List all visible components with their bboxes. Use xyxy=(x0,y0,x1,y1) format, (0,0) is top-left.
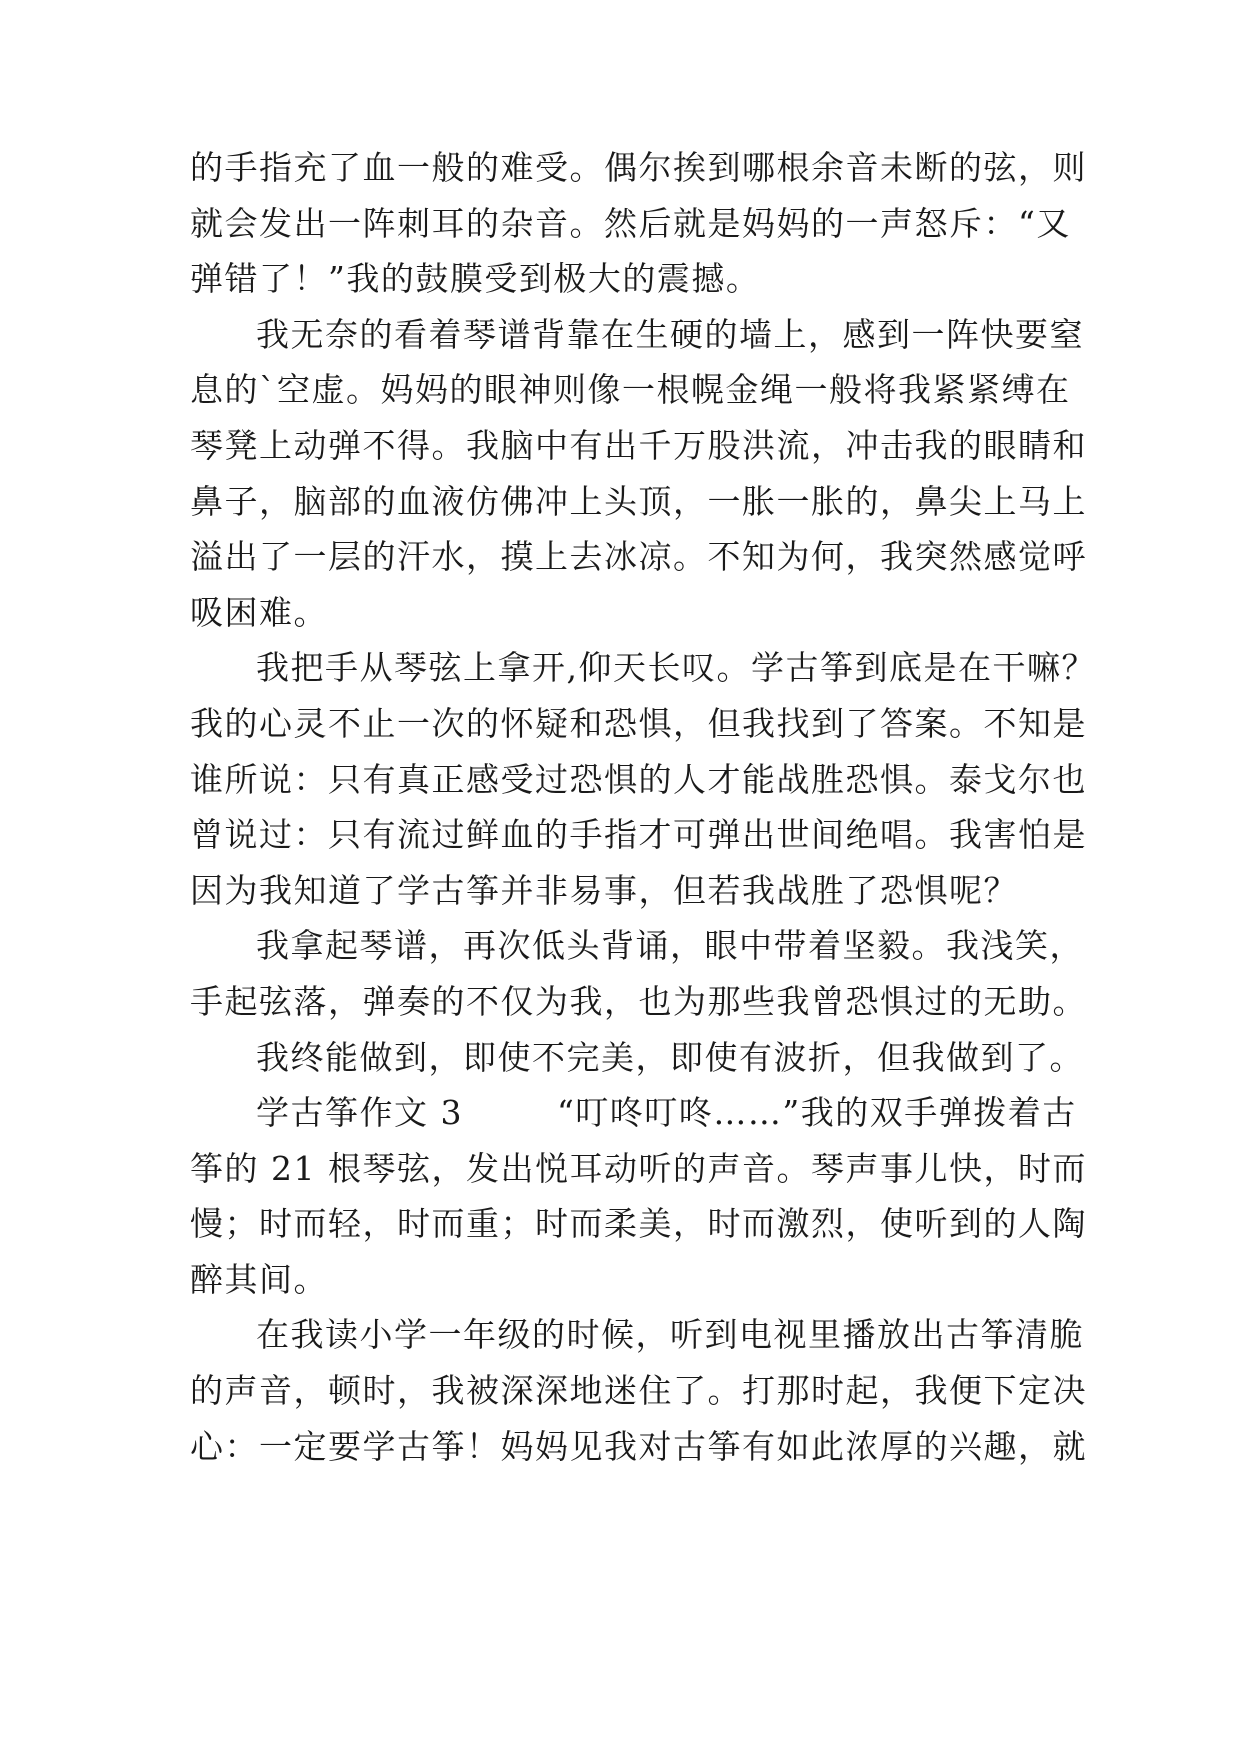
text-line: 谁所说：只有真正感受过恐惧的人才能战胜恐惧。泰戈尔也 xyxy=(190,759,1087,799)
text-line: 手起弦落，弹奏的不仅为我，也为那些我曾恐惧过的无助。 xyxy=(190,981,1087,1021)
text-line: 溢出了一层的汗水，摸上去冰凉。不知为何，我突然感觉呼 xyxy=(190,537,1087,577)
text-line: 我无奈的看着琴谱背靠在生硬的墙上，感到一阵快要窒 xyxy=(256,314,1084,354)
text-line: 因为我知道了学古筝并非易事，但若我战胜了恐惧呢？ xyxy=(190,870,1018,910)
text-line: 的手指充了血一般的难受。偶尔挨到哪根余音未断的弦，则 xyxy=(190,148,1087,187)
text-line: 鼻子，脑部的血液仿佛冲上头顶，一胀一胀的，鼻尖上马上 xyxy=(190,481,1087,521)
text-line: 筝的 21 根琴弦，发出悦耳动听的声音。琴声事儿快，时而 xyxy=(190,1148,1087,1188)
text-line: 就会发出一阵刺耳的杂音。然后就是妈妈的一声怒斥：“又 xyxy=(190,203,1071,243)
section-first-line: “叮咚叮咚……”我的双手弹拨着古 xyxy=(557,1093,1077,1133)
section-heading-line xyxy=(190,1085,1077,1141)
text-line: 弹错了！”我的鼓膜受到极大的震撼。 xyxy=(190,259,761,299)
text-line: 我拿起琴谱，再次低头背诵，眼中带着坚毅。我浅笑， xyxy=(256,926,1084,966)
text-line: 息的`空虚。妈妈的眼神则像一根幌金绳一般将我紧紧缚在 xyxy=(190,370,1071,410)
text-line: 琴凳上动弹不得。我脑中有出千万股洪流，冲击我的眼睛和 xyxy=(190,425,1087,465)
document-body xyxy=(190,140,1096,1474)
text-line: 醉其间。 xyxy=(190,1259,328,1299)
text-line: 心：一定要学古筝！妈妈见我对古筝有如此浓厚的兴趣，就 xyxy=(190,1426,1087,1466)
text-line: 曾说过：只有流过鲜血的手指才可弹出世间绝唱。我害怕是 xyxy=(190,815,1087,855)
text-line: 我把手从琴弦上拿开,仰天长叹。学古筝到底是在干嘛？ xyxy=(256,648,1096,688)
text-line: 慢；时而轻，时而重；时而柔美，时而激烈，使听到的人陶 xyxy=(190,1204,1087,1244)
text-line: 吸困难。 xyxy=(190,592,328,632)
text-line: 我终能做到，即使不完美，即使有波折，但我做到了。 xyxy=(256,1037,1084,1077)
text-line: 在我读小学一年级的时候，听到电视里播放出古筝清脆 xyxy=(256,1315,1084,1355)
section-title: 学古筝作文 3 xyxy=(256,1093,463,1133)
text-line: 的声音，顿时，我被深深地迷住了。打那时起，我便下定决 xyxy=(190,1371,1087,1411)
text-line: 我的心灵不止一次的怀疑和恐惧，但我找到了答案。不知是 xyxy=(190,703,1087,743)
